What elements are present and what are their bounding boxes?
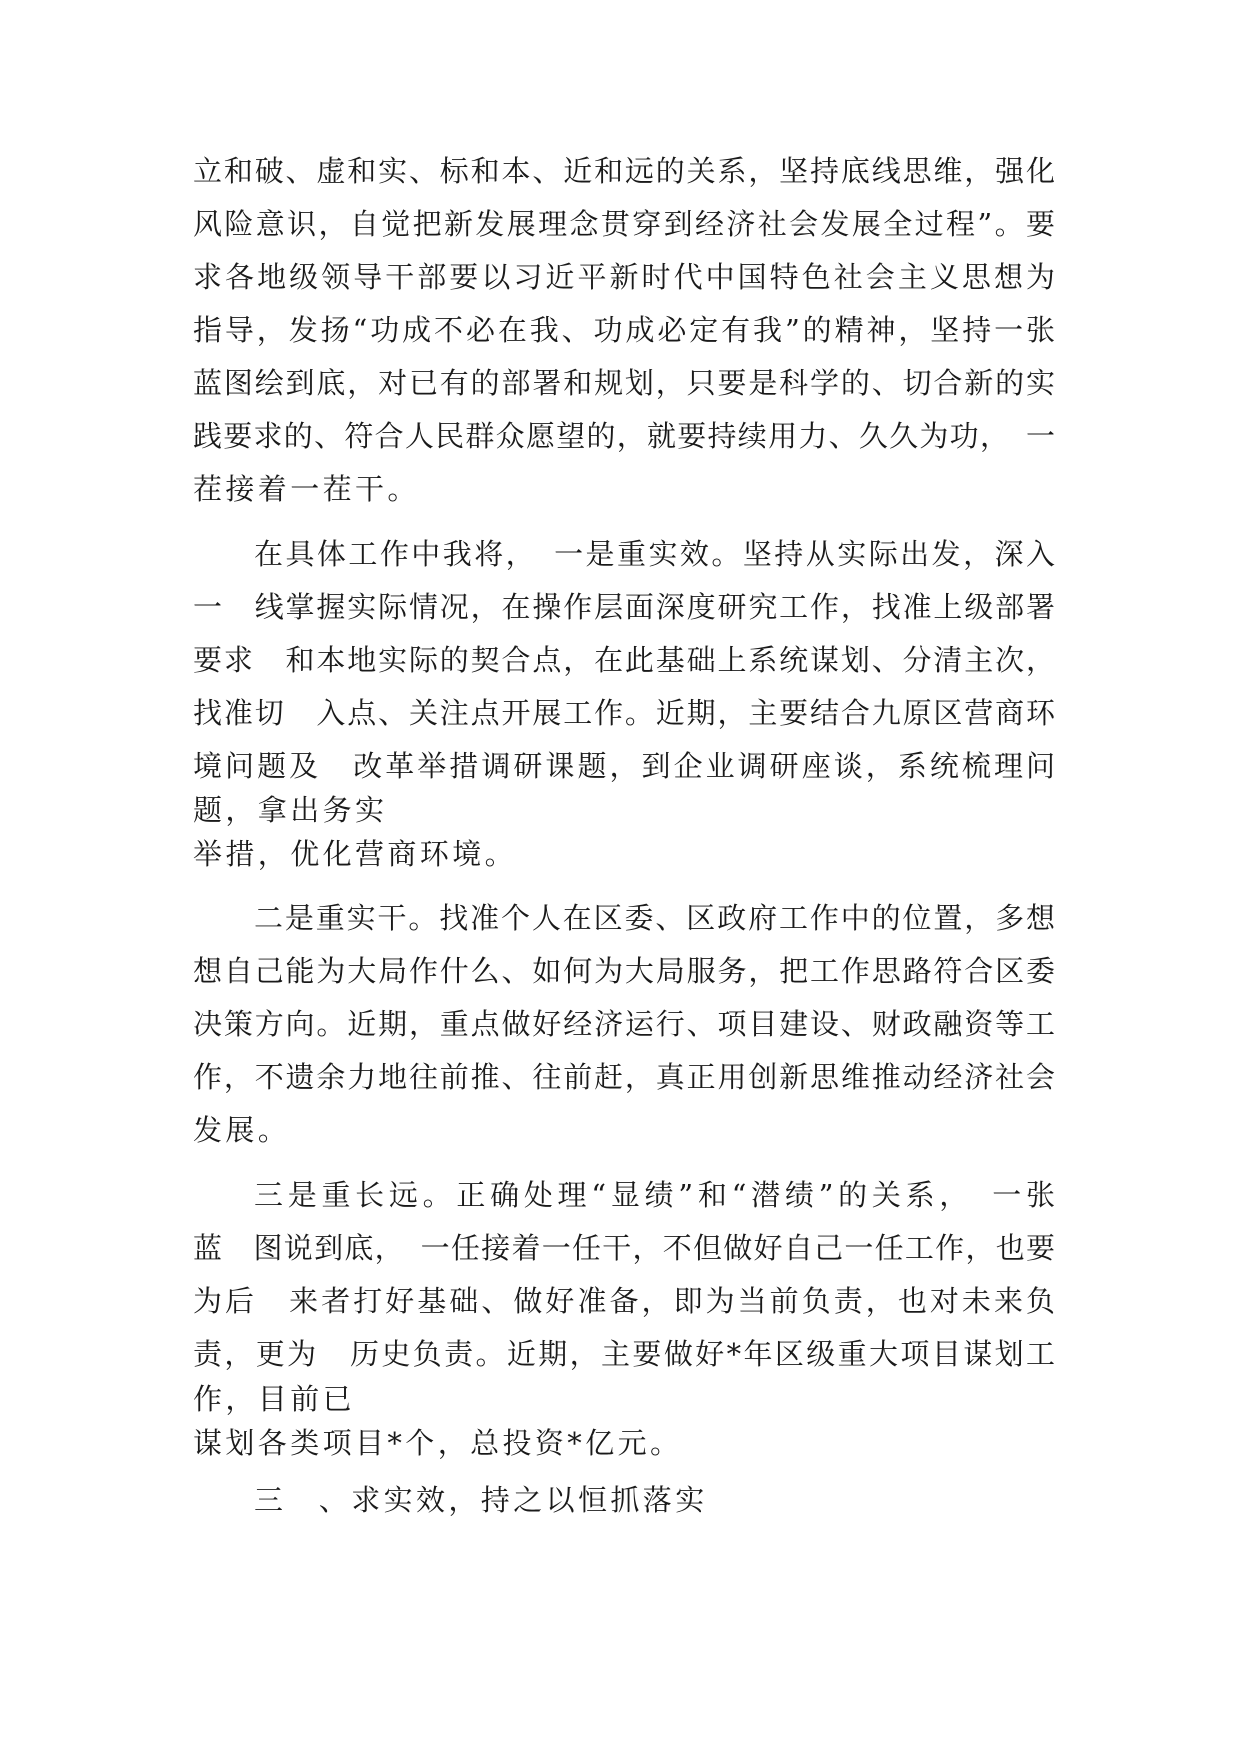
text-line: 作，目前已 — [193, 1382, 356, 1416]
text-line: 决策方向。近期，重点做好经济运行、项目建设、财政融资等工 — [193, 1007, 1055, 1041]
text-line: 要求 和本地实际的契合点，在此基础上系统谋划、分清主次， — [193, 643, 1055, 677]
text-line: 风险意识，自觉把新发展理念贯穿到经济社会发展全过程”。要 — [193, 207, 1055, 241]
text-line: 谋划各类项目*个，总投资*亿元。 — [193, 1426, 683, 1460]
text-line: 为后 来者打好基础、做好准备，即为当前负责，也对未来负 — [193, 1284, 1055, 1318]
text-line: 一 线掌握实际情况，在操作层面深度研究工作，找准上级部署 — [193, 590, 1055, 624]
text-line: 践要求的、符合人民群众愿望的，就要持续用力、久久为功， 一 — [193, 419, 1055, 453]
paragraph-first-line: 在具体工作中我将， 一是重实效。坚持从实际出发，深入 — [254, 537, 1055, 571]
section-heading: 三 、求实效，持之以恒抓落实 — [254, 1483, 708, 1517]
text-line: 举措，优化营商环境。 — [193, 837, 518, 871]
text-line: 责，更为 历史负责。近期，主要做好*年区级重大项目谋划工 — [193, 1337, 1055, 1371]
text-line: 茬接着一茬干。 — [193, 472, 420, 506]
paragraph-first-line: 二是重实干。找准个人在区委、区政府工作中的位置，多想 — [254, 901, 1055, 935]
text-line: 立和破、虚和实、标和本、近和远的关系，坚持底线思维，强化 — [193, 154, 1055, 188]
text-line: 指导，发扬“功成不必在我、功成必定有我”的精神，坚持一张 — [193, 313, 1055, 347]
text-line: 发展。 — [193, 1113, 291, 1147]
text-line: 题，拿出务实 — [193, 793, 388, 827]
text-line: 蓝 图说到底， 一任接着一任干，不但做好自己一任工作，也要 — [193, 1231, 1055, 1265]
text-line: 找准切 入点、关注点开展工作。近期，主要结合九原区营商环 — [193, 696, 1055, 730]
text-line: 蓝图绘到底，对已有的部署和规划，只要是科学的、切合新的实 — [193, 366, 1055, 400]
text-line: 作，不遗余力地往前推、往前赶，真正用创新思维推动经济社会 — [193, 1060, 1055, 1094]
text-line: 想自己能为大局作什么、如何为大局服务，把工作思路符合区委 — [193, 954, 1055, 988]
paragraph-first-line: 三是重长远。正确处理“显绩”和“潜绩”的关系， 一张 — [254, 1178, 1055, 1212]
text-line: 境问题及 改革举措调研课题，到企业调研座谈，系统梳理问 — [193, 749, 1055, 783]
text-line: 求各地级领导干部要以习近平新时代中国特色社会主义思想为 — [193, 260, 1055, 294]
